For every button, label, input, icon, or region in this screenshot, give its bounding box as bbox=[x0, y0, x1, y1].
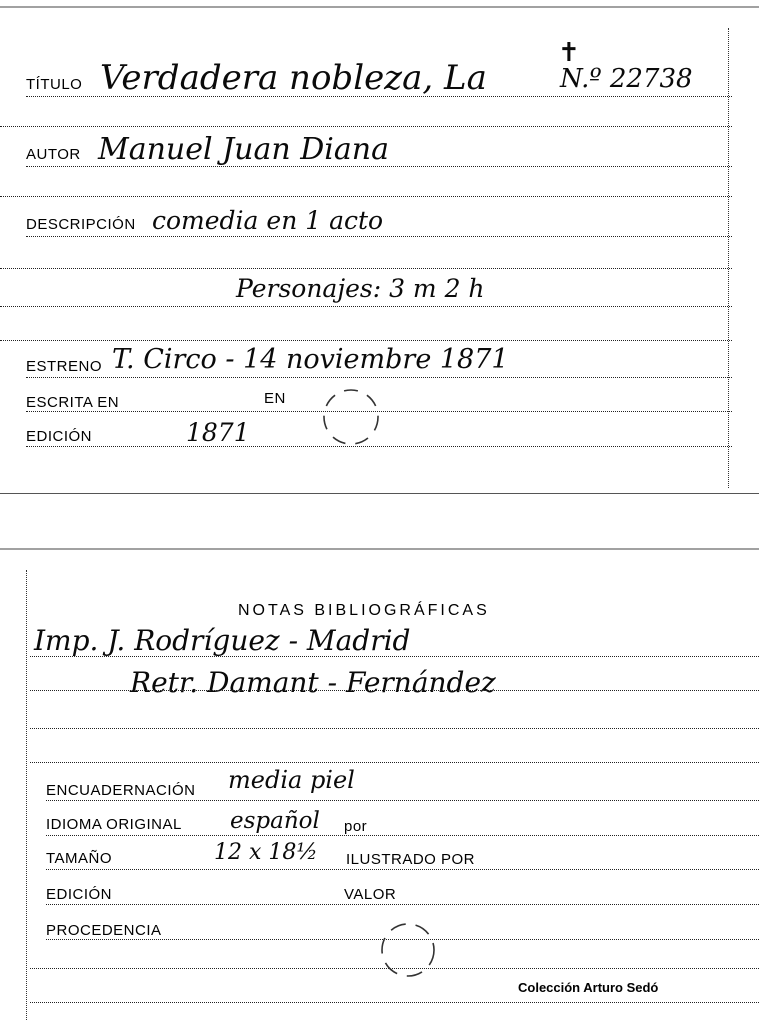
scan-noise-top bbox=[0, 0, 759, 22]
scan-noise-top bbox=[0, 540, 759, 562]
coleccion-footer: Colección Arturo Sedó bbox=[518, 980, 659, 995]
faded-stamp bbox=[318, 384, 384, 450]
idioma-label: IDIOMA ORIGINAL bbox=[46, 816, 182, 833]
rule-1 bbox=[26, 96, 732, 97]
titulo-value: Verdadera nobleza, La bbox=[100, 58, 487, 98]
rule-16 bbox=[46, 800, 759, 801]
tamano-label: TAMAÑO bbox=[46, 850, 113, 867]
cross-mark: ✝ bbox=[558, 38, 580, 68]
notas-title: NOTAS BIBLIOGRÁFICAS bbox=[238, 602, 490, 619]
numero-value: N.º 22738 bbox=[560, 64, 693, 94]
descripcion-label: DESCRIPCIÓN bbox=[26, 216, 136, 233]
autor-label: AUTOR bbox=[26, 146, 81, 163]
estreno-value: T. Circo - 14 noviembre 1871 bbox=[112, 344, 509, 375]
procedencia-label: PROCEDENCIA bbox=[46, 922, 162, 939]
estreno-label: ESTRENO bbox=[26, 358, 103, 375]
rule-14 bbox=[30, 728, 759, 729]
encuadernacion-label: ENCUADERNACIÓN bbox=[46, 782, 196, 799]
card-right-border bbox=[728, 28, 729, 488]
ilustrado-label: ILUSTRADO POR bbox=[346, 851, 476, 868]
rule-9 bbox=[26, 377, 732, 378]
rule-6 bbox=[0, 268, 732, 269]
por-label: por bbox=[344, 818, 368, 835]
escrita-label: ESCRITA EN bbox=[26, 394, 120, 411]
card-left-border bbox=[26, 570, 27, 1020]
titulo-label: TÍTULO bbox=[26, 76, 83, 93]
en-label: EN bbox=[264, 390, 286, 407]
rule-7 bbox=[0, 306, 732, 307]
rule-4 bbox=[0, 196, 732, 197]
rule-8 bbox=[0, 340, 732, 341]
imprenta-value: Imp. J. Rodríguez - Madrid bbox=[34, 624, 411, 657]
rule-2 bbox=[0, 126, 732, 127]
faded-stamp-2 bbox=[376, 918, 440, 982]
card-separator bbox=[0, 493, 759, 494]
rule-12 bbox=[30, 656, 759, 657]
rule-18 bbox=[46, 869, 759, 870]
catalog-card-front bbox=[0, 0, 759, 495]
rule-22 bbox=[30, 1002, 759, 1003]
rule-13 bbox=[30, 690, 759, 691]
valor-label: VALOR bbox=[344, 886, 397, 903]
rule-19 bbox=[46, 904, 759, 905]
rule-3 bbox=[26, 166, 732, 167]
rule-5 bbox=[26, 236, 732, 237]
tamano-value: 12 x 18½ bbox=[214, 840, 318, 865]
retrato-value: Retr. Damant - Fernández bbox=[130, 666, 496, 699]
rule-17 bbox=[46, 835, 759, 836]
edicion-value: 1871 bbox=[186, 418, 250, 447]
catalog-card-back bbox=[0, 540, 759, 1028]
descripcion-value: comedia en 1 acto bbox=[152, 206, 384, 235]
rule-15 bbox=[30, 762, 759, 763]
autor-value: Manuel Juan Diana bbox=[98, 132, 389, 167]
edicion-label-2: EDICIÓN bbox=[46, 886, 113, 903]
encuadernacion-value: media piel bbox=[228, 766, 355, 794]
edicion-label: EDICIÓN bbox=[26, 428, 93, 445]
personajes-value: Personajes: 3 m 2 h bbox=[236, 274, 485, 303]
idioma-value: español bbox=[230, 808, 320, 834]
